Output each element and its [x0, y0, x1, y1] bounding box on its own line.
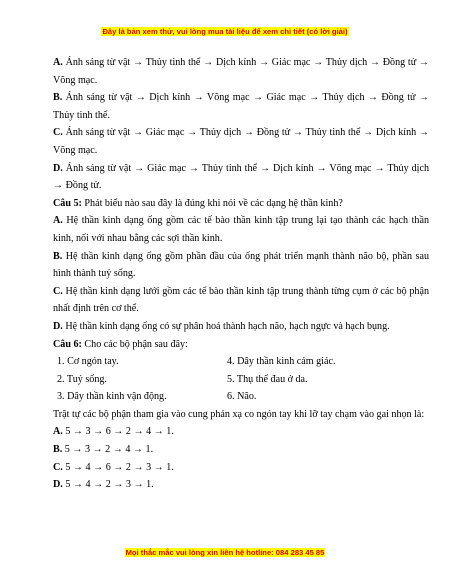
- q6-parts-list: [57, 353, 429, 406]
- option-letter: C.: [53, 461, 63, 473]
- q4-option-c: [53, 124, 429, 159]
- option-letter: B.: [53, 92, 63, 104]
- q6-instruction: Trật tự các bộ phận tham gia vào cung phản xạ co ngón tay khi lỡ tay chạm vào gai nhọn là:: [53, 408, 425, 420]
- option-text: 5 → 4 → 2 → 3 → 1.: [65, 479, 154, 491]
- option-letter: A.: [53, 57, 63, 68]
- document-body: [53, 54, 429, 494]
- option-text: Ánh sáng từ vật → Giác mạc → Thủy tinh thể → Dịch kính → Võng mạc → Thủy dịch → Đồng tử.: [53, 162, 429, 192]
- question-label: Câu 6:: [53, 338, 82, 350]
- q5-question: [53, 195, 429, 213]
- q6-option-a: [53, 423, 429, 441]
- option-letter: D.: [53, 162, 63, 174]
- q5-option-c: [53, 283, 429, 318]
- q4-option-a: [53, 54, 429, 89]
- option-letter: C.: [53, 285, 63, 297]
- option-text: Hệ thần kinh dạng ống gồm các tế bào thần kinh tập trung lại tạo thành các hạch thần kinh, nối với nhau bằng các sợi thần kinh.: [53, 215, 429, 244]
- part-item: 6. Não.: [227, 391, 257, 403]
- option-text: 5 → 4 → 6 → 2 → 3 → 1.: [65, 461, 174, 473]
- footer-banner: [0, 548, 450, 557]
- q4-option-b: [53, 89, 429, 124]
- footer-banner-text: Mọi thắc mắc vui lòng xin liên hệ hotline: 084 283 45 85: [125, 548, 325, 557]
- header-banner-text: Đây là bản xem thử, vui lòng mua tài liệu để xem chi tiết (có lời giải): [102, 27, 348, 36]
- option-text: 5 → 3 → 2 → 4 → 1.: [64, 444, 154, 456]
- option-text: Hệ thần kinh dạng ống gồm phần đầu của ống phát triển mạnh thành não bộ, phần sau hình thành tuỷ sống.: [53, 250, 429, 280]
- q4-option-d: [53, 160, 429, 195]
- option-letter: B.: [53, 444, 63, 456]
- option-letter: B.: [53, 250, 63, 262]
- q6-option-c: [53, 459, 429, 477]
- part-item: 3. Dây thần kinh vận động.: [57, 391, 167, 403]
- q6-option-d: [53, 476, 429, 494]
- part-item: 2. Tuỷ sống.: [57, 373, 107, 385]
- option-text: Ánh sáng từ vật → Thủy tinh thể → Dịch kính → Giác mạc → Thủy dịch → Đồng tử → Võng mạc.: [53, 57, 429, 86]
- q6-question: [53, 336, 429, 354]
- option-text: 5 → 3 → 6 → 2 → 4 → 1.: [65, 426, 174, 438]
- q6-option-b: [53, 441, 429, 459]
- option-letter: A.: [53, 215, 63, 227]
- option-letter: C.: [53, 127, 63, 139]
- option-text: Hệ thần kinh dạng ống có sự phân hoá thành hạch não, hạch ngực và hạch bụng.: [65, 320, 390, 332]
- q5-option-d: [53, 318, 429, 336]
- option-text: Hệ thần kinh dạng lưới gồm các tế bào thần kinh tập trung thành từng cụm ở các bộ phận nhất định trên cơ thể.: [53, 285, 429, 315]
- question-text: Phát biểu nào sau đây là đúng khi nói về các dạng hệ thần kinh?: [84, 197, 343, 209]
- option-text: Ánh sáng từ vật → Giác mạc → Thủy dịch → Đồng tử → Thủy tinh thể → Dịch kính → Võng mạc.: [53, 127, 429, 156]
- option-text: Ánh sáng từ vật → Dịch kính → Võng mạc → Giác mạc → Thủy dịch → Đồng tử → Thủy tinh thể.: [53, 92, 429, 121]
- q5-option-b: [53, 248, 429, 283]
- option-letter: D.: [53, 479, 63, 491]
- option-letter: A.: [53, 426, 63, 438]
- q5-option-a: [53, 212, 429, 247]
- part-item: 5. Thụ thể đau ở da.: [227, 373, 308, 385]
- header-banner: [0, 27, 450, 36]
- part-item: 4. Dây thần kinh cảm giác.: [227, 356, 336, 368]
- question-text: Cho các bộ phận sau đây:: [84, 338, 188, 350]
- part-item: 1. Cơ ngón tay.: [57, 356, 119, 368]
- question-label: Câu 5:: [53, 197, 82, 209]
- option-letter: D.: [53, 320, 63, 332]
